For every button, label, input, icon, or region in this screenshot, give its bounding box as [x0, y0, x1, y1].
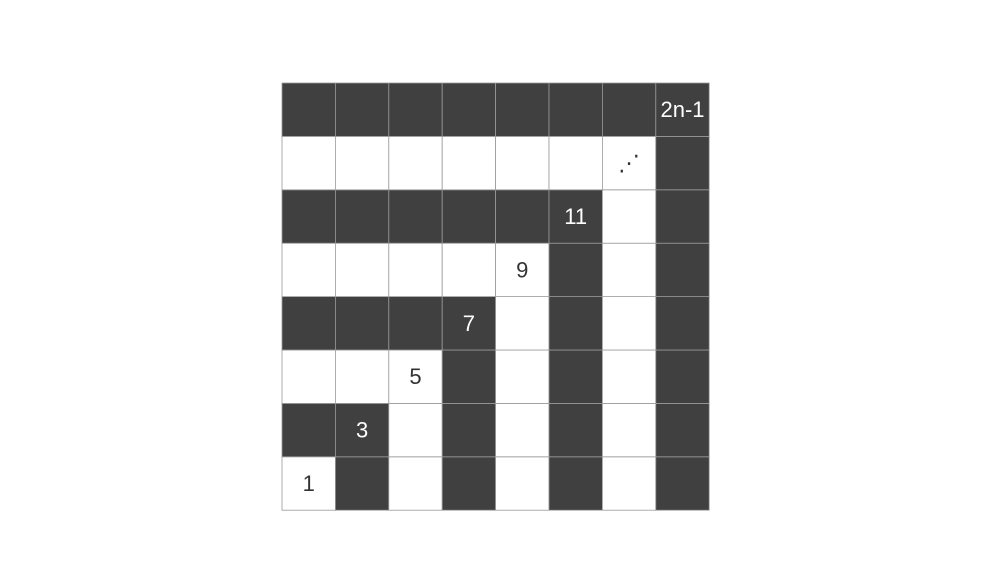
- grid-cell-layer-5: [496, 403, 549, 456]
- grid-cell-layer-8: [656, 243, 709, 296]
- grid-cell-layer-5: [389, 243, 442, 296]
- grid-cell-layer-6: [549, 350, 602, 403]
- grid-cell-layer-6: [549, 403, 602, 456]
- grid-cell-layer-5: [335, 243, 388, 296]
- grid-cell-layer-6: [549, 457, 602, 510]
- grid-cell-layer-8: [656, 350, 709, 403]
- grid-cell-layer-7: [602, 350, 655, 403]
- grid-cell-layer-8: [389, 83, 442, 136]
- grid-cell-layer-4: [389, 297, 442, 350]
- grid-cell-layer-7: [602, 190, 655, 243]
- grid-cell-layer-7: [389, 136, 442, 189]
- grid-cell-layer-8: [656, 136, 709, 189]
- grid-cell-layer-6: [549, 297, 602, 350]
- grid-cell-layer-4: [282, 297, 335, 350]
- layer-label-2: 3: [355, 417, 369, 443]
- grid-cell-layer-6: [496, 190, 549, 243]
- grid-cell-layer-7: [602, 243, 655, 296]
- layer-label-4: 7: [462, 310, 476, 336]
- grid-cell-layer-7: [602, 403, 655, 456]
- grid-cells: [282, 83, 709, 510]
- grid-cell-layer-5: [496, 350, 549, 403]
- grid-cell-layer-7: [602, 457, 655, 510]
- grid-cell-layer-8: [656, 403, 709, 456]
- grid-cell-layer-8: [442, 83, 495, 136]
- grid-cell-layer-6: [549, 243, 602, 296]
- grid-cell-layer-8: [335, 83, 388, 136]
- grid-cell-layer-6: [389, 190, 442, 243]
- grid-cell-layer-8: [549, 83, 602, 136]
- grid-cell-layer-4: [335, 297, 388, 350]
- grid-cell-layer-8: [656, 190, 709, 243]
- grid-cell-layer-4: [442, 457, 495, 510]
- layer-label-5: 9: [516, 257, 529, 283]
- layer-label-6: 11: [564, 204, 588, 229]
- grid-cell-layer-7: [602, 297, 655, 350]
- grid-cell-layer-7: [549, 136, 602, 189]
- grid-cell-layer-6: [282, 190, 335, 243]
- layer-label-7: ⋰: [618, 150, 641, 176]
- grid-cell-layer-5: [496, 297, 549, 350]
- grid-cell-layer-4: [442, 350, 495, 403]
- grid-cell-layer-3: [389, 457, 442, 510]
- grid-cell-layer-8: [656, 457, 709, 510]
- grid-cell-layer-5: [496, 457, 549, 510]
- layer-label-3: 5: [409, 364, 422, 390]
- grid-cell-layer-6: [335, 190, 388, 243]
- grid-cell-layer-3: [282, 350, 335, 403]
- grid-cell-layer-6: [442, 190, 495, 243]
- grid-cell-layer-3: [389, 403, 442, 456]
- grid-cell-layer-8: [656, 297, 709, 350]
- grid-cell-layer-7: [282, 136, 335, 189]
- grid-cell-layer-5: [282, 243, 335, 296]
- grid-cell-layer-8: [496, 83, 549, 136]
- grid-cell-layer-7: [442, 136, 495, 189]
- layer-label-8: 2n-1: [660, 97, 705, 123]
- grid-cell-layer-2: [282, 403, 335, 456]
- grid-cell-layer-7: [335, 136, 388, 189]
- grid-cell-layer-8: [282, 83, 335, 136]
- grid-cell-layer-5: [442, 243, 495, 296]
- grid-cell-layer-4: [442, 403, 495, 456]
- grid-cell-layer-7: [496, 136, 549, 189]
- grid-cell-layer-2: [335, 457, 388, 510]
- grid-cell-layer-8: [602, 83, 655, 136]
- grid-cell-layer-3: [335, 350, 388, 403]
- layer-label-1: 1: [302, 471, 315, 496]
